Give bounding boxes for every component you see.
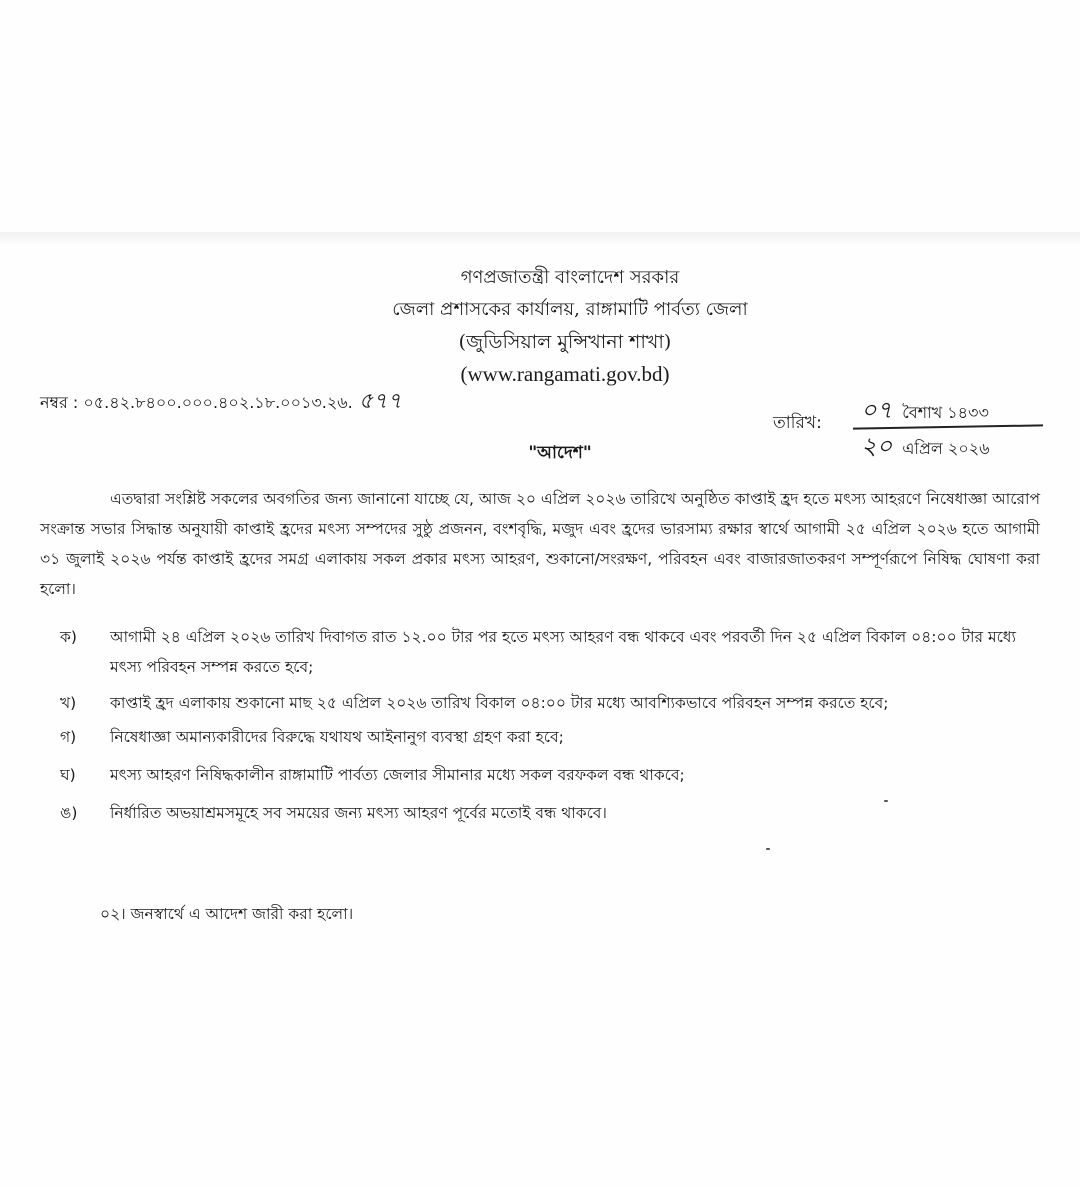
list-item: [60, 622, 1020, 682]
memo-number-label: নম্বর : ০৫.৪২.৮৪০০.০০০.৪০২.১৮.০০১৩.২৬.: [40, 393, 353, 412]
order-title: "আদেশ": [528, 443, 592, 463]
memo-handwritten-number: ৫৭৭: [358, 389, 402, 414]
bengali-day: ০৭: [861, 396, 893, 424]
website-url: (www.rangamati.gov.bd): [460, 362, 670, 386]
date-label: তারিখ:: [773, 413, 822, 433]
list-item: [60, 798, 1020, 828]
list-item: [60, 688, 1020, 718]
english-month-year: এপ্রিল ২০২৬: [902, 439, 990, 458]
order-directives-list: [60, 622, 1020, 836]
letterhead: [0, 262, 1080, 390]
memo-number: [40, 384, 402, 421]
section-name: (জুডিসিয়াল মুন্সিখানা শাখা): [458, 331, 672, 353]
english-day: ২০: [861, 432, 893, 460]
list-item-text: মৎস্য আহরণ নিষিদ্ধকালীন রাঙ্গামাটি পার্বত্য জেলার সীমানার মধ্যে সকল বরফকল বন্ধ থাকবে;: [110, 766, 685, 784]
bengali-month-year: বৈশাখ ১৪৩৩: [902, 403, 989, 422]
list-item-marker: ক): [60, 628, 77, 646]
list-item-marker: গ): [60, 728, 77, 746]
list-item-text: আগামী ২৪ এপ্রিল ২০২৬ তারিখ দিবাগত রাত ১২.০০ টার পর হতে মৎস্য আহরণ বন্ধ থাকবে এবং পরবর্তী দিন ২৫ এপ্রিল বিকাল ০৪:০০ টার মধ্যে মৎস্য পরিবহন সম্পন্ন করতে হবে;: [110, 628, 1016, 676]
list-item-text: নিষেধাজ্ঞা অমান্যকারীদের বিরুদ্ধে যথাযথ আইনানুগ ব্যবস্থা গ্রহণ করা হবে;: [110, 728, 564, 746]
list-item: [60, 722, 1020, 752]
scan-speck: [884, 800, 888, 802]
list-item-marker: ঙ): [60, 804, 78, 822]
scan-speck: [766, 848, 770, 850]
scan-edge-shadow: [0, 232, 1080, 246]
list-item-marker: ঘ): [60, 766, 76, 784]
order-body-paragraph: এতদ্বারা সংশ্লিষ্ট সকলের অবগতির জন্য জানানো যাচ্ছে যে, আজ ২০ এপ্রিল ২০২৬ তারিখে অনুষ্ঠিত কাপ্তাই হ্রদ হতে মৎস্য আহরণে নিষেধাজ্ঞা আরোপ সংক্রান্ত সভার সিদ্ধান্ত অনুযায়ী কাপ্তাই হ্রদের মৎস্য সম্পদের সুষ্ঠু প্রজনন, বংশবৃদ্ধি, মজুদ এবং হ্রদের ভারসাম্য রক্ষার স্বার্থে আগামী ২৫ এপ্রিল ২০২৬ হতে আগামী ৩১ জুলাই ২০২৬ পর্যন্ত কাপ্তাই হ্রদের সমগ্র এলাকায় সকল প্রকার মৎস্য আহরণ, শুকানো/সংরক্ষণ, পরিবহন এবং বাজারজাতকরণ সম্পূর্ণরূপে নিষিদ্ধ ঘোষণা করা হলো।: [40, 490, 1040, 598]
list-item-text: কাপ্তাই হ্রদ এলাকায় শুকানো মাছ ২৫ এপ্রিল ২০২৬ তারিখ বিকাল ০৪:০০ টার মধ্যে আবশ্যিকভাবে পরিবহন সম্পন্ন করতে হবে;: [110, 694, 889, 712]
list-item-text: নির্ধারিত অভয়াশ্রমসমূহে সব সময়ের জন্য মৎস্য আহরণ পূর্বের মতোই বন্ধ থাকবে।: [110, 804, 607, 822]
office-name: জেলা প্রশাসকের কার্যালয়, রাঙ্গামাটি পার্বত্য জেলা: [392, 299, 748, 320]
list-item: [60, 760, 1020, 790]
government-name: গণপ্রজাতন্ত্রী বাংলাদেশ সরকার: [460, 267, 680, 288]
closing-statement: ০২। জনস্বার্থে এ আদেশ জারী করা হলো।: [100, 905, 354, 923]
list-item-marker: খ): [60, 694, 77, 712]
